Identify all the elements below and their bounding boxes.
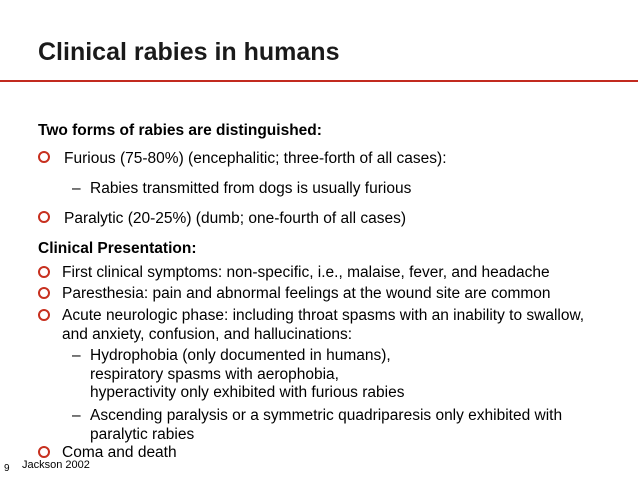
slide-number: 9 (4, 463, 10, 474)
sub-item-dogs: Rabies transmitted from dogs is usually furious (90, 180, 412, 197)
title-divider (0, 80, 638, 82)
bullet-circle-icon (38, 309, 50, 321)
slide-title: Clinical rabies in humans (38, 38, 340, 66)
list-item-first-symptoms: First clinical symptoms: non-specific, i.e., malaise, fever, and headache (62, 264, 550, 281)
dash-icon: – (72, 407, 81, 424)
bullet-circle-icon (38, 151, 50, 163)
list-item-furious: Furious (75-80%) (encephalitic; three-forth of all cases): (64, 150, 447, 167)
heading-two-forms: Two forms of rabies are distinguished: (38, 122, 322, 139)
heading-clinical-presentation: Clinical Presentation: (38, 240, 197, 257)
list-item-paralytic: Paralytic (20-25%) (dumb; one-fourth of all cases) (64, 210, 407, 227)
sub-item-ascending-line1: Ascending paralysis or a symmetric quadriparesis only exhibited with (90, 407, 563, 424)
list-item-coma: Coma and death (62, 444, 177, 461)
dash-icon: – (72, 347, 81, 364)
dash-icon: – (72, 180, 81, 197)
sub-item-hydrophobia-line3: hyperactivity only exhibited with furious rabies (90, 384, 405, 401)
sub-item-ascending-line2: paralytic rabies (90, 426, 195, 443)
list-item-paresthesia: Paresthesia: pain and abnormal feelings at the wound site are common (62, 285, 551, 302)
list-item-acute-line2: and anxiety, confusion, and hallucinations: (62, 326, 353, 343)
sub-item-hydrophobia-line1: Hydrophobia (only documented in humans), (90, 347, 391, 364)
footer-citation: Jackson 2002 (22, 459, 90, 471)
bullet-circle-icon (38, 211, 50, 223)
list-item-acute-line1: Acute neurologic phase: including throat spasms with an inability to swallow, (62, 307, 585, 324)
bullet-circle-icon (38, 446, 50, 458)
bullet-circle-icon (38, 266, 50, 278)
bullet-circle-icon (38, 287, 50, 299)
sub-item-hydrophobia-line2: respiratory spasms with aerophobia, (90, 366, 339, 383)
